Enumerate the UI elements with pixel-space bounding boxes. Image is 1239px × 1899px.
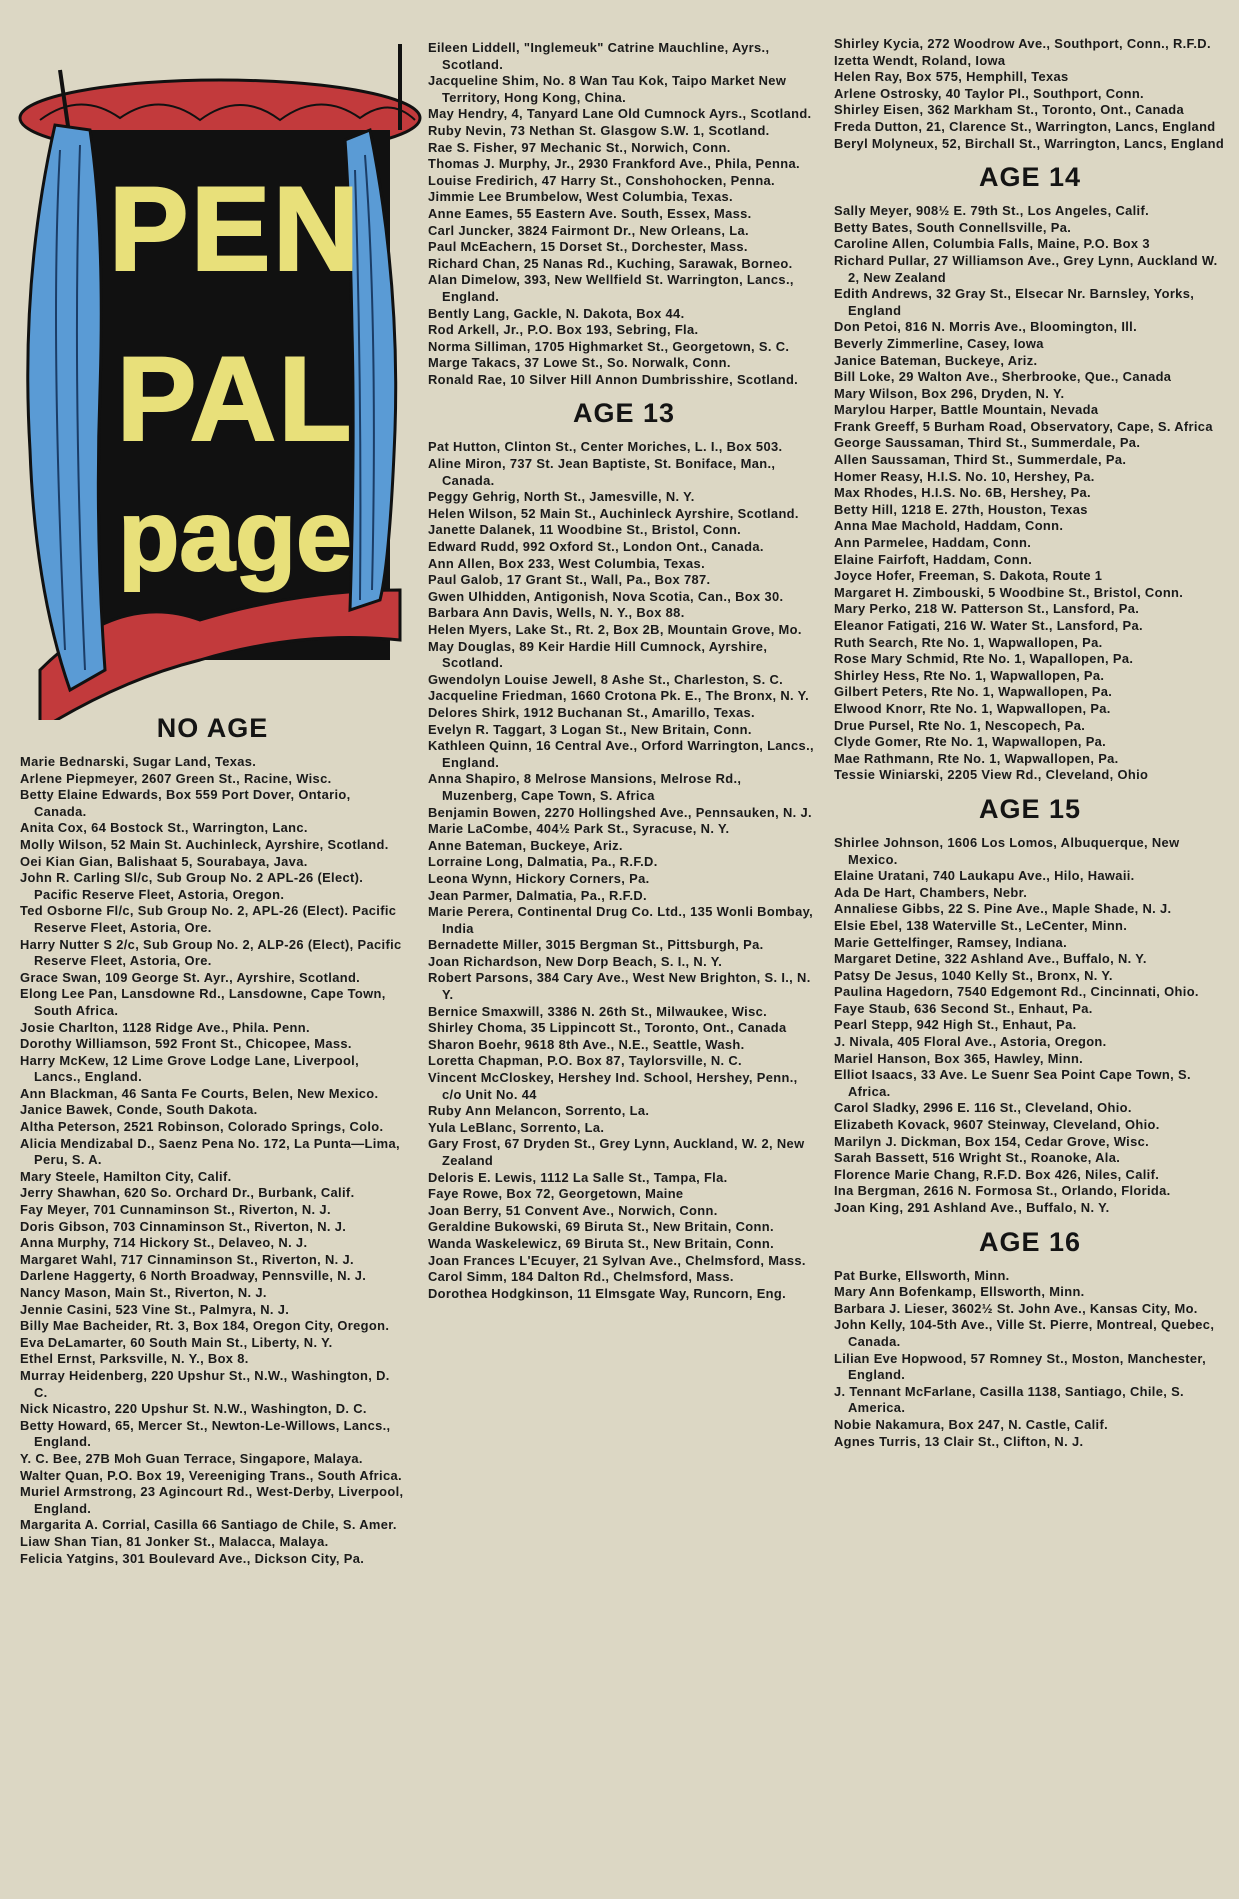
pen-pal-entry: Carol Simm, 184 Dalton Rd., Chelmsford, Mass. [428, 1269, 734, 1285]
pen-pal-entry: Jean Parmer, Dalmatia, Pa., R.F.D. [428, 887, 647, 903]
pen-pal-entry: Dorothy Williamson, 592 Front St., Chicopee, Mass. [20, 1036, 352, 1052]
pen-pal-entry: Joan King, 291 Ashland Ave., Buffalo, N. Y. [834, 1200, 1110, 1215]
pen-pal-entry: Faye Rowe, Box 72, Georgetown, Maine [428, 1186, 684, 1202]
col3-top-list [834, 36, 1226, 152]
left-curtain [28, 125, 105, 690]
pen-pal-entry: Dorothea Hodgkinson, 11 Elmsgate Way, Runcorn, Eng. [428, 1285, 787, 1301]
pen-pal-entry: Paul McEachern, 15 Dorset St., Dorchester, Mass. [428, 239, 748, 255]
pen-pal-entry: Caroline Allen, Columbia Falls, Maine, P.O. Box 3 [834, 236, 1150, 252]
pen-pal-entry: Mary Wilson, Box 296, Dryden, N. Y. [834, 385, 1065, 401]
pen-pal-entry: Eleanor Fatigati, 216 W. Water St., Lansford, Pa. [834, 618, 1143, 633]
pen-pal-entry: Rod Arkell, Jr., P.O. Box 193, Sebring, Fla. [428, 322, 699, 338]
pen-pal-entry: Edward Rudd, 992 Oxford St., London Ont., Canada. [428, 539, 764, 555]
heading-age-15: AGE 15 [978, 793, 1082, 824]
pen-pal-entry: Molly Wilson, 52 Main St. Auchinleck, Ayrshire, Scotland. [20, 836, 389, 852]
pen-pal-entry: Barbara J. Lieser, 3602½ St. John Ave., Kansas City, Mo. [834, 1300, 1198, 1316]
pen-pal-entry: Wanda Waskelewicz, 69 Biruta St., New Britain, Conn. [428, 1235, 775, 1251]
heading-age-14: AGE 14 [978, 162, 1082, 193]
pen-pal-entry: Paulina Hagedorn, 7540 Edgemont Rd., Cincinnati, Ohio. [834, 984, 1199, 1000]
pen-pal-entry: Leona Wynn, Hickory Corners, Pa. [428, 870, 650, 886]
pen-pal-entry: Ted Osborne Fl/c, Sub Group No. 2, APL-26 (Elect). Pacific Reserve Fleet, Astoria, Ore. [20, 903, 397, 935]
pen-pal-entry: Margaret Detine, 322 Ashland Ave., Buffalo, N. Y. [834, 951, 1147, 967]
pen-pal-entry: Edith Andrews, 32 Gray St., Elsecar Nr. Barnsley, Yorks, England [834, 286, 1195, 318]
pen-pal-entry: Janice Bateman, Buckeye, Ariz. [834, 352, 1038, 368]
pen-pal-entry: Ada De Hart, Chambers, Nebr. [834, 884, 1028, 900]
pen-pal-entry: Thomas J. Murphy, Jr., 2930 Frankford Ave., Phila, Penna. [428, 156, 800, 172]
pen-pal-entry: Nick Nicastro, 220 Upshur St. N.W., Washington, D. C. [20, 1401, 367, 1417]
pen-pal-entry: Gary Frost, 67 Dryden St., Grey Lynn, Auckland, W. 2, New Zealand [428, 1136, 805, 1168]
pen-pal-entry: Anna Mae Machold, Haddam, Conn. [834, 518, 1064, 534]
pen-pal-entry: Mariel Hanson, Box 365, Hawley, Minn. [834, 1050, 1084, 1066]
pen-pal-entry: Faye Staub, 636 Second St., Enhaut, Pa. [834, 1000, 1093, 1016]
pen-pal-entry: Shirley Kycia, 272 Woodrow Ave., Southport, Conn., R.F.D. [834, 36, 1211, 51]
pen-pal-entry: J. Nivala, 405 Floral Ave., Astoria, Oregon. [834, 1034, 1107, 1050]
pen-pal-entry: Richard Chan, 25 Nanas Rd., Kuching, Sarawak, Borneo. [428, 255, 793, 271]
pen-pal-entry: Shirlee Johnson, 1606 Los Lomos, Albuquerque, New Mexico. [834, 834, 1180, 867]
pen-pal-entry: Gwendolyn Louise Jewell, 8 Ashe St., Charleston, S. C. [428, 671, 784, 687]
pen-pal-entry: Shirley Choma, 35 Lippincott St., Toronto, Ont., Canada [428, 1020, 787, 1036]
pen-pal-entry: Liaw Shan Tian, 81 Jonker St., Malacca, Malaya. [20, 1533, 329, 1549]
column-3-listings [834, 36, 1226, 1450]
pen-pal-entry: Helen Myers, Lake St., Rt. 2, Box 2B, Mountain Grove, Mo. [428, 622, 802, 637]
pen-pal-entry: Max Rhodes, H.I.S. No. 6B, Hershey, Pa. [834, 485, 1091, 501]
pen-pal-entry: Bill Loke, 29 Walton Ave., Sherbrooke, Que., Canada [834, 369, 1172, 385]
pen-pal-entry: Lilian Eve Hopwood, 57 Romney St., Moston, Manchester, England. [834, 1350, 1207, 1383]
heading-age-16: AGE 16 [978, 1226, 1082, 1257]
pen-pal-entry: Betty Elaine Edwards, Box 559 Port Dover, Ontario, Canada. [20, 787, 351, 819]
pen-pal-entry: Joyce Hofer, Freeman, S. Dakota, Route 1 [834, 568, 1103, 584]
pen-pal-entry: Joan Berry, 51 Convent Ave., Norwich, Conn. [428, 1202, 718, 1218]
pen-pal-entry: Eva DeLamarter, 60 South Main St., Liberty, N. Y. [20, 1334, 333, 1350]
pen-pal-entry: Janette Dalanek, 11 Woodbine St., Bristol, Conn. [428, 522, 742, 538]
pen-pal-entry: Anne Bateman, Buckeye, Ariz. [428, 837, 623, 853]
pen-pal-entry: Walter Quan, P.O. Box 19, Vereeniging Trans., South Africa. [20, 1467, 402, 1483]
col2-top-list [428, 40, 820, 388]
pen-pal-entry: Pat Burke, Ellsworth, Minn. [834, 1267, 1010, 1283]
pen-pal-entry: George Saussaman, Third St., Summerdale, Pa. [834, 435, 1141, 451]
pen-pal-entry: Josie Charlton, 1128 Ridge Ave., Phila. Penn. [20, 1019, 310, 1035]
pen-pal-entry: Beverly Zimmerline, Casey, Iowa [834, 335, 1044, 351]
logo-page: page [118, 480, 352, 592]
pen-pal-entry: Betty Howard, 65, Mercer St., Newton-Le-Willows, Lancs., England. [20, 1417, 391, 1450]
pen-pal-entry: Aline Miron, 737 St. Jean Baptiste, St. Boniface, Man., Canada. [428, 456, 776, 488]
column-2-listings [428, 40, 820, 1302]
pen-pal-entry: Betty Bates, South Connellsville, Pa. [834, 219, 1072, 235]
pen-pal-entry: Anne Eames, 55 Eastern Ave. South, Essex, Mass. [428, 205, 752, 221]
pen-pal-entry: Frank Greeff, 5 Burham Road, Observatory, Cape, S. Africa [834, 418, 1213, 434]
pen-pal-entry: Pat Hutton, Clinton St., Center Moriches, L. I., Box 503. [428, 439, 783, 455]
logo-pal: PAL [116, 332, 354, 466]
pen-pal-entry: Shirley Eisen, 362 Markham St., Toronto, Ont., Canada [834, 102, 1184, 118]
pen-pal-entry: Agnes Turris, 13 Clair St., Clifton, N. J. [834, 1433, 1084, 1449]
pen-pal-entry: Darlene Haggerty, 6 North Broadway, Pennsville, N. J. [20, 1268, 367, 1284]
pen-pal-entry: Izetta Wendt, Roland, Iowa [834, 52, 1006, 68]
pen-pal-entry: Deloris E. Lewis, 1112 La Salle St., Tampa, Fla. [428, 1169, 728, 1185]
pen-pal-entry: Altha Peterson, 2521 Robinson, Colorado Springs, Colo. [20, 1119, 384, 1135]
pen-pal-entry: Carl Juncker, 3824 Fairmont Dr., New Orleans, La. [428, 222, 749, 238]
pen-pal-entry: Ronald Rae, 10 Silver Hill Annon Dumbrisshire, Scotland. [428, 371, 799, 387]
pen-pal-entry: Marilyn J. Dickman, Box 154, Cedar Grove, Wisc. [834, 1133, 1150, 1149]
pen-pal-entry: Shirley Hess, Rte No. 1, Wapwallopen, Pa. [834, 667, 1105, 683]
pen-pal-entry: Carol Sladky, 2996 E. 116 St., Cleveland, Ohio. [834, 1100, 1132, 1116]
pen-pal-entry: Jacqueline Shim, No. 8 Wan Tau Kok, Taipo Market New Territory, Hong Kong, China. [428, 73, 787, 105]
pen-pal-entry: Joan Frances L'Ecuyer, 21 Sylvan Ave., Chelmsford, Mass. [428, 1252, 806, 1268]
pen-pal-entry: Doris Gibson, 703 Cinnaminson St., Riverton, N. J. [20, 1218, 347, 1234]
pen-pal-entry: Ruby Ann Melancon, Sorrento, La. [428, 1103, 650, 1119]
pen-pal-entry: Annaliese Gibbs, 22 S. Pine Ave., Maple Shade, N. J. [834, 901, 1172, 917]
pen-pal-entry: Elliot Isaacs, 33 Ave. Le Suenr Sea Point Cape Town, S. Africa. [834, 1067, 1191, 1099]
pen-pal-entry: Sarah Bassett, 516 Wright St., Roanoke, Ala. [834, 1150, 1121, 1166]
pen-pal-entry: Homer Reasy, H.I.S. No. 10, Hershey, Pa. [834, 468, 1095, 484]
pen-pal-entry: Arlene Piepmeyer, 2607 Green St., Racine, Wisc. [20, 770, 332, 786]
pen-pal-entry: Bently Lang, Gackle, N. Dakota, Box 44. [428, 305, 685, 321]
pen-pal-entry: Felicia Yatgins, 301 Boulevard Ave., Dickson City, Pa. [20, 1550, 365, 1566]
pen-pal-entry: Marie LaCombe, 404½ Park St., Syracuse, N. Y. [428, 821, 730, 837]
age-15-list [834, 835, 1226, 1217]
pen-pal-entry: Jerry Shawhan, 620 So. Orchard Dr., Burbank, Calif. [20, 1185, 355, 1201]
pen-pal-entry: Ann Allen, Box 233, West Columbia, Texas. [428, 555, 706, 571]
age-14-list [834, 203, 1226, 784]
column-1-listings [20, 703, 405, 1567]
pen-pal-entry: Paul Galob, 17 Grant St., Wall, Pa., Box 787. [428, 572, 711, 588]
pen-pal-entry: Jimmie Lee Brumbelow, West Columbia, Texas. [428, 189, 733, 205]
pen-pal-entry: John R. Carling Sl/c, Sub Group No. 2 APL-26 (Elect). Pacific Reserve Fleet, Astoria, Oregon. [20, 870, 364, 902]
pen-pal-entry: Marie Bednarski, Sugar Land, Texas. [20, 754, 257, 769]
pen-pal-entry: Vincent McCloskey, Hershey Ind. School, Hershey, Penn., c/o Unit No. 44 [428, 1070, 798, 1102]
pen-pal-entry: Bernadette Miller, 3015 Bergman St., Pittsburgh, Pa. [428, 937, 764, 953]
pen-pal-entry: Elizabeth Kovack, 9607 Steinway, Cleveland, Ohio. [834, 1117, 1160, 1133]
pen-pal-entry: Billy Mae Bacheider, Rt. 3, Box 184, Oregon City, Oregon. [20, 1318, 390, 1334]
pen-pal-entry: Bernice Smaxwill, 3386 N. 26th St., Milwaukee, Wisc. [428, 1003, 768, 1019]
pen-pal-entry: Richard Pullar, 27 Williamson Ave., Grey Lynn, Auckland W. 2, New Zealand [834, 252, 1218, 285]
pen-pal-entry: Mary Ann Bofenkamp, Ellsworth, Minn. [834, 1284, 1085, 1300]
pen-pal-entry: Harry Nutter S 2/c, Sub Group No. 2, ALP-26 (Elect), Pacific Reserve Fleet, Astoria, Ore. [20, 936, 402, 969]
heading-no-age: NO AGE [156, 713, 269, 743]
pen-pal-entry: Helen Wilson, 52 Main St., Auchinleck Ayrshire, Scotland. [428, 505, 799, 521]
pen-pal-entry: Geraldine Bukowski, 69 Biruta St., New Britain, Conn. [428, 1219, 774, 1235]
pen-pal-entry: Harry McKew, 12 Lime Grove Lodge Lane, Liverpool, Lancs., England. [20, 1052, 360, 1085]
pen-pal-entry: Freda Dutton, 21, Clarence St., Warrington, Lancs, England [834, 118, 1216, 134]
pen-pal-entry: Elaine Fairfoft, Haddam, Conn. [834, 551, 1033, 567]
logo-pen: PEN [108, 162, 362, 296]
pen-pal-entry: May Hendry, 4, Tanyard Lane Old Cumnock Ayrs., Scotland. [428, 106, 812, 122]
pen-pal-entry: Murray Heidenberg, 220 Upshur St., N.W., Washington, D. C. [20, 1367, 390, 1400]
pen-pal-entry: Anita Cox, 64 Bostock St., Warrington, Lanc. [20, 820, 308, 836]
pen-pal-entry: Betty Hill, 1218 E. 27th, Houston, Texas [834, 501, 1088, 517]
pen-pal-entry: Beryl Molyneux, 52, Birchall St., Warrington, Lancs, England [834, 135, 1225, 151]
pen-pal-entry: Muriel Armstrong, 23 Agincourt Rd., West-Derby, Liverpool, England. [20, 1484, 404, 1516]
pen-pal-entry: Patsy De Jesus, 1040 Kelly St., Bronx, N. Y. [834, 967, 1113, 983]
pen-pal-entry: Lorraine Long, Dalmatia, Pa., R.F.D. [428, 854, 658, 870]
pen-pal-entry: Loretta Chapman, P.O. Box 87, Taylorsville, N. C. [428, 1053, 742, 1069]
pen-pal-entry: Mary Perko, 218 W. Patterson St., Lansford, Pa. [834, 601, 1140, 617]
pen-pal-entry: Pearl Stepp, 942 High St., Enhaut, Pa. [834, 1017, 1077, 1033]
pen-pal-entry: Margaret Wahl, 717 Cinnaminson St., Riverton, N. J. [20, 1251, 354, 1267]
pen-pal-entry: Ruth Search, Rte No. 1, Wapwallopen, Pa. [834, 634, 1103, 650]
pen-pal-entry: Allen Saussaman, Third St., Summerdale, Pa. [834, 452, 1127, 468]
pen-pal-entry: John Kelly, 104-5th Ave., Ville St. Pierre, Montreal, Quebec, Canada. [834, 1317, 1215, 1349]
age-16-list [834, 1268, 1226, 1451]
pen-pal-entry: Ethel Ernst, Parksville, N. Y., Box 8. [20, 1351, 249, 1367]
pen-pal-entry: Mae Rathmann, Rte No. 1, Wapwallopen, Pa. [834, 750, 1119, 766]
heading-age-13: AGE 13 [572, 398, 676, 429]
pen-pal-entry: Elong Lee Pan, Lansdowne Rd., Lansdowne, Cape Town, South Africa. [20, 986, 386, 1018]
pen-pal-entry: Fay Meyer, 701 Cunnaminson St., Riverton, N. J. [20, 1202, 331, 1218]
pen-pal-entry: Margaret H. Zimbouski, 5 Woodbine St., Bristol, Conn. [834, 584, 1184, 600]
pen-pal-entry: Marge Takacs, 37 Lowe St., So. Norwalk, Conn. [428, 355, 731, 371]
pen-pal-page-logo [0, 30, 430, 720]
pen-pal-entry: Janice Bawek, Conde, South Dakota. [20, 1102, 258, 1118]
pen-pal-entry: Mary Steele, Hamilton City, Calif. [20, 1168, 232, 1184]
pen-pal-entry: Nancy Mason, Main St., Riverton, N. J. [20, 1285, 267, 1300]
pen-pal-entry: Clyde Gomer, Rte No. 1, Wapwallopen, Pa. [834, 734, 1107, 750]
pen-pal-entry: Y. C. Bee, 27B Moh Guan Terrace, Singapore, Malaya. [20, 1450, 363, 1466]
pen-pal-entry: Anna Shapiro, 8 Melrose Mansions, Melrose Rd., Muzenberg, Cape Town, S. Africa [428, 771, 742, 803]
pen-pal-entry: Elwood Knorr, Rte No. 1, Wapwallopen, Pa. [834, 700, 1111, 716]
pen-pal-entry: Delores Shirk, 1912 Buchanan St., Amarillo, Texas. [428, 704, 755, 720]
pen-pal-entry: Elsie Ebel, 138 Waterville St., LeCenter, Minn. [834, 917, 1128, 933]
pen-pal-entry: Grace Swan, 109 George St. Ayr., Ayrshire, Scotland. [20, 969, 361, 985]
age-13-list [428, 439, 820, 1302]
pen-pal-entry: Peggy Gehrig, North St., Jamesville, N. Y. [428, 489, 695, 505]
pen-pal-entry: Gwen Ulhidden, Antigonish, Nova Scotia, Can., Box 30. [428, 588, 784, 604]
pen-pal-entry: Marylou Harper, Battle Mountain, Nevada [834, 402, 1099, 418]
pen-pal-entry: Tessie Winiarski, 2205 View Rd., Cleveland, Ohio [834, 767, 1149, 783]
pen-pal-entry: Drue Pursel, Rte No. 1, Nescopech, Pa. [834, 717, 1086, 733]
pen-pal-entry: Ina Bergman, 2616 N. Formosa St., Orlando, Florida. [834, 1183, 1171, 1199]
pen-pal-entry: Ann Blackman, 46 Santa Fe Courts, Belen, New Mexico. [20, 1085, 379, 1101]
pen-pal-entry: Sharon Boehr, 9618 8th Ave., N.E., Seattle, Wash. [428, 1036, 745, 1052]
pen-pal-entry: Kathleen Quinn, 16 Central Ave., Orford Warrington, Lancs., England. [428, 738, 814, 770]
pen-pal-entry: Joan Richardson, New Dorp Beach, S. I., N. Y. [428, 953, 723, 969]
pen-pal-entry: Marie Gettelfinger, Ramsey, Indiana. [834, 934, 1068, 950]
pen-pal-entry: Eileen Liddell, "Inglemeuk" Catrine Mauchline, Ayrs., Scotland. [428, 40, 770, 72]
pen-pal-entry: Gilbert Peters, Rte No. 1, Wapwallopen, Pa. [834, 684, 1113, 700]
pen-pal-entry: Oei Kian Gian, Balishaat 5, Sourabaya, Java. [20, 853, 308, 869]
pen-pal-entry: Ann Parmelee, Haddam, Conn. [834, 535, 1032, 551]
pen-pal-entry: Anna Murphy, 714 Hickory St., Delaveo, N. J. [20, 1235, 308, 1251]
pen-pal-entry: Nobie Nakamura, Box 247, N. Castle, Calif. [834, 1416, 1109, 1432]
pen-pal-entry: Benjamin Bowen, 2270 Hollingshed Ave., Pennsauken, N. J. [428, 804, 812, 820]
pen-pal-entry: J. Tennant McFarlane, Casilla 1138, Santiago, Chile, S. America. [834, 1383, 1184, 1416]
pen-pal-entry: Alicia Mendizabal D., Saenz Pena No. 172, La Punta—Lima, Peru, S. A. [20, 1135, 400, 1168]
pen-pal-entry: Rae S. Fisher, 97 Mechanic St., Norwich, Conn. [428, 139, 731, 155]
pen-pal-entry: Don Petoi, 816 N. Morris Ave., Bloomington, Ill. [834, 319, 1138, 335]
pen-pal-entry: Alan Dimelow, 393, New Wellfield St. Warrington, Lancs., England. [428, 272, 794, 304]
pen-pal-entry: Evelyn R. Taggart, 3 Logan St., New Britain, Conn. [428, 721, 752, 737]
pen-pal-entry: Jennie Casini, 523 Vine St., Palmyra, N. J. [20, 1301, 290, 1317]
pen-pal-entry: Florence Marie Chang, R.F.D. Box 426, Niles, Calif. [834, 1166, 1160, 1182]
pen-pal-entry: Helen Ray, Box 575, Hemphill, Texas [834, 69, 1069, 85]
pen-pal-entry: Marie Perera, Continental Drug Co. Ltd., 135 Wonli Bombay, India [428, 904, 814, 936]
no-age-list [20, 754, 405, 1567]
pen-pal-entry: Norma Silliman, 1705 Highmarket St., Georgetown, S. C. [428, 338, 790, 354]
pen-pal-entry: Yula LeBlanc, Sorrento, La. [428, 1119, 605, 1135]
pen-pal-entry: Louise Fredirich, 47 Harry St., Conshohocken, Penna. [428, 172, 775, 188]
pen-pal-entry: Barbara Ann Davis, Wells, N. Y., Box 88. [428, 605, 685, 621]
pen-pal-entry: Rose Mary Schmid, Rte No. 1, Wapallopen, Pa. [834, 651, 1134, 667]
pen-pal-entry: Elaine Uratani, 740 Laukapu Ave., Hilo, Hawaii. [834, 868, 1135, 884]
pen-pal-entry: Arlene Ostrosky, 40 Taylor Pl., Southport, Conn. [834, 85, 1144, 101]
pen-pal-entry: Margarita A. Corrial, Casilla 66 Santiago de Chile, S. Amer. [20, 1517, 397, 1533]
pen-pal-entry: Jacqueline Friedman, 1660 Crotona Pk. E., The Bronx, N. Y. [428, 688, 810, 704]
pen-pal-entry: Ruby Nevin, 73 Nethan St. Glasgow S.W. 1, Scotland. [428, 122, 770, 138]
pen-pal-entry: Sally Meyer, 908½ E. 79th St., Los Angeles, Calif. [834, 203, 1150, 219]
pen-pal-entry: Robert Parsons, 384 Cary Ave., West New Brighton, S. I., N. Y. [428, 970, 811, 1003]
pen-pal-entry: May Douglas, 89 Keir Hardie Hill Cumnock, Ayrshire, Scotland. [428, 638, 768, 671]
